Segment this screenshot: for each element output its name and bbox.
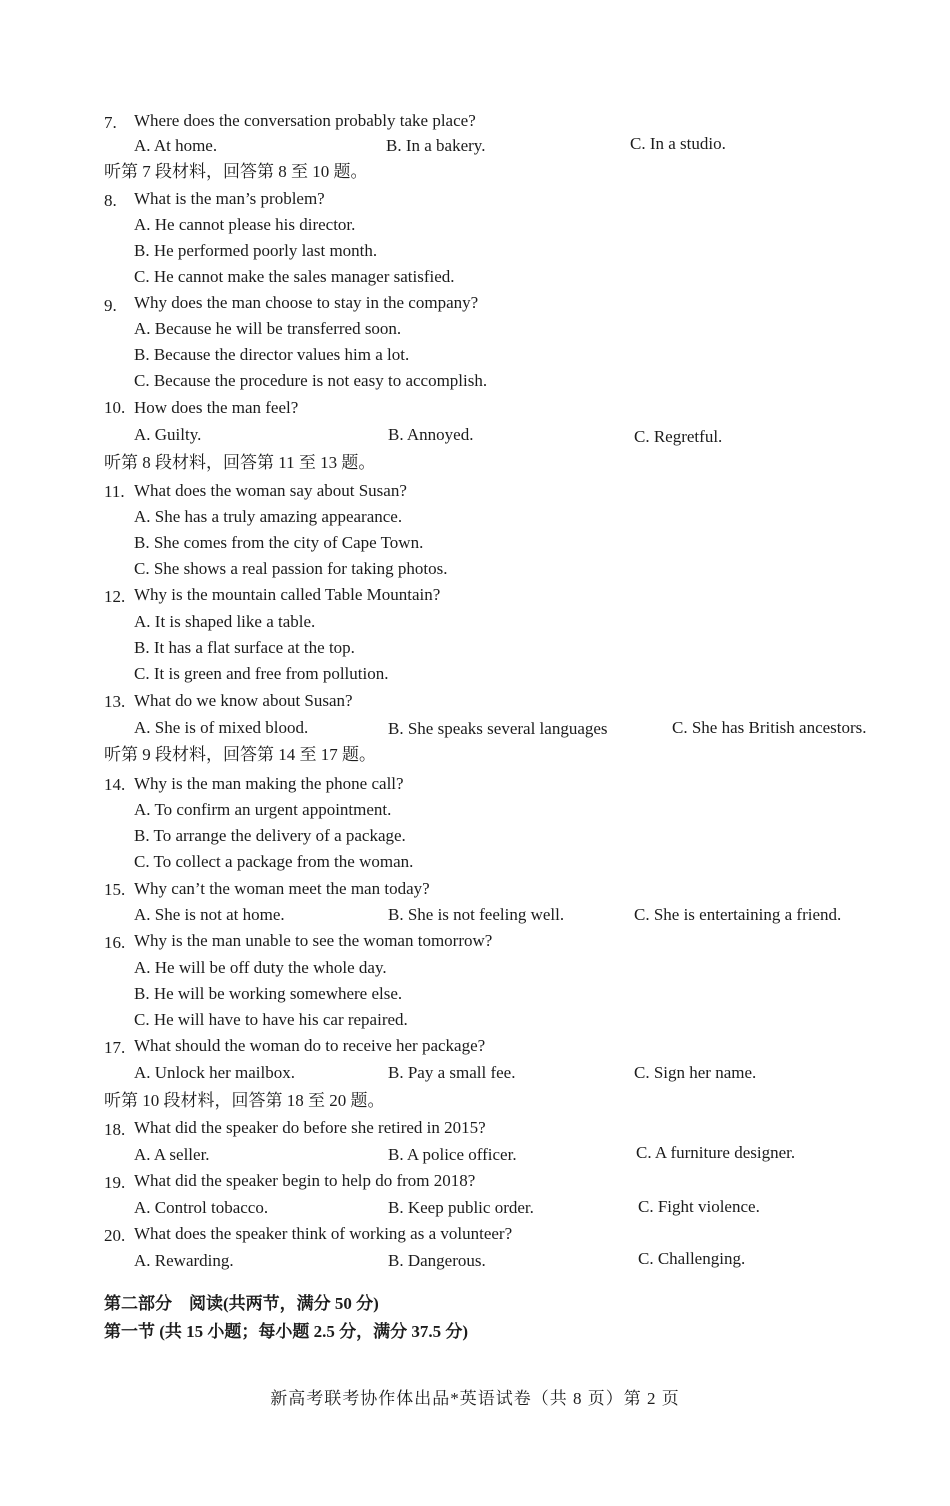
- question-stem: Where does the conversation probably take place?: [134, 111, 476, 130]
- option-c: C. Because the procedure is not easy to accomplish.: [134, 371, 488, 390]
- question-stem: What does the speaker think of working as a volunteer?: [134, 1224, 513, 1243]
- option-c: C. She shows a real passion for taking photos.: [134, 559, 448, 578]
- section-instruction: 听第 7 段材料，回答第 8 至 10 题。: [104, 162, 368, 181]
- option-b: B. In a bakery.: [386, 136, 486, 155]
- part-heading: 第二部分 阅读(共两节，满分 50 分): [104, 1294, 379, 1313]
- option-a: A. Control tobacco.: [134, 1198, 269, 1217]
- question-number: 17.: [104, 1038, 126, 1057]
- option-c: C. Sign her name.: [634, 1063, 757, 1082]
- question-stem: What did the speaker begin to help do from 2018?: [134, 1171, 476, 1190]
- question-number: 13.: [104, 692, 126, 711]
- question-stem: How does the man feel?: [134, 398, 299, 417]
- question-number: 18.: [104, 1120, 126, 1139]
- option-a: A. He cannot please his director.: [134, 215, 356, 234]
- option-a: A. A seller.: [134, 1145, 210, 1164]
- option-a: A. At home.: [134, 136, 218, 155]
- question-stem: What did the speaker do before she retired in 2015?: [134, 1118, 486, 1137]
- option-c: C. Fight violence.: [638, 1197, 760, 1216]
- option-c: C. A furniture designer.: [636, 1143, 796, 1162]
- question-stem: Why does the man choose to stay in the company?: [134, 293, 479, 312]
- option-a: A. Guilty.: [134, 425, 202, 444]
- option-b: B. She is not feeling well.: [388, 905, 565, 924]
- option-c: C. She is entertaining a friend.: [634, 905, 842, 924]
- option-c: C. To collect a package from the woman.: [134, 852, 414, 871]
- option-a: A. He will be off duty the whole day.: [134, 958, 387, 977]
- option-a: A. Unlock her mailbox.: [134, 1063, 295, 1082]
- option-a: A. To confirm an urgent appointment.: [134, 800, 392, 819]
- question-number: 9.: [104, 296, 117, 315]
- option-c: C. She has British ancestors.: [672, 718, 867, 737]
- question-number: 11.: [104, 482, 125, 501]
- question-stem: Why is the man making the phone call?: [134, 774, 404, 793]
- option-c: C. He cannot make the sales manager satisfied.: [134, 267, 455, 286]
- option-b: B. She comes from the city of Cape Town.: [134, 533, 424, 552]
- option-a: A. Because he will be transferred soon.: [134, 319, 402, 338]
- option-c: C. Challenging.: [638, 1249, 746, 1268]
- option-a: A. It is shaped like a table.: [134, 612, 316, 631]
- option-b: B. Keep public order.: [388, 1198, 534, 1217]
- option-b: B. He will be working somewhere else.: [134, 984, 403, 1003]
- option-a: A. She has a truly amazing appearance.: [134, 507, 403, 526]
- question-number: 10.: [104, 398, 126, 417]
- question-number: 19.: [104, 1173, 126, 1192]
- question-stem: What does the woman say about Susan?: [134, 481, 407, 500]
- question-number: 16.: [104, 933, 126, 952]
- question-number: 20.: [104, 1226, 126, 1245]
- option-a: A. She is not at home.: [134, 905, 285, 924]
- question-number: 12.: [104, 587, 126, 606]
- option-c: C. In a studio.: [630, 134, 726, 153]
- option-b: B. Annoyed.: [388, 425, 474, 444]
- option-b: B. To arrange the delivery of a package.: [134, 826, 406, 845]
- section-instruction: 听第 8 段材料，回答第 11 至 13 题。: [104, 453, 376, 472]
- question-stem: Why can’t the woman meet the man today?: [134, 879, 430, 898]
- section-instruction: 听第 10 段材料，回答第 18 至 20 题。: [104, 1091, 385, 1110]
- option-b: B. Dangerous.: [388, 1251, 486, 1270]
- option-b: B. He performed poorly last month.: [134, 241, 378, 260]
- question-stem: Why is the mountain called Table Mountain?: [134, 585, 441, 604]
- question-number: 14.: [104, 775, 126, 794]
- question-number: 15.: [104, 880, 126, 899]
- section-instruction: 听第 9 段材料，回答第 14 至 17 题。: [104, 745, 376, 764]
- option-b: B. Pay a small fee.: [388, 1063, 516, 1082]
- question-stem: What should the woman do to receive her package?: [134, 1036, 486, 1055]
- option-a: A. Rewarding.: [134, 1251, 234, 1270]
- option-a: A. She is of mixed blood.: [134, 718, 309, 737]
- option-c: C. He will have to have his car repaired.: [134, 1010, 408, 1029]
- question-stem: What is the man’s problem?: [134, 189, 325, 208]
- question-stem: What do we know about Susan?: [134, 691, 353, 710]
- question-number: 8.: [104, 191, 117, 210]
- option-b: B. It has a flat surface at the top.: [134, 638, 355, 657]
- section-heading: 第一节 (共 15 小题；每小题 2.5 分，满分 37.5 分): [104, 1322, 469, 1341]
- question-stem: Why is the man unable to see the woman tomorrow?: [134, 931, 493, 950]
- option-b: B. A police officer.: [388, 1145, 517, 1164]
- option-c: C. Regretful.: [634, 427, 723, 446]
- option-c: C. It is green and free from pollution.: [134, 664, 389, 683]
- option-b: B. Because the director values him a lot.: [134, 345, 410, 364]
- page-footer: 新高考联考协作体出品*英语试卷（共 8 页）第 2 页: [270, 1389, 680, 1408]
- question-number: 7.: [104, 113, 117, 132]
- option-b: B. She speaks several languages: [388, 719, 608, 738]
